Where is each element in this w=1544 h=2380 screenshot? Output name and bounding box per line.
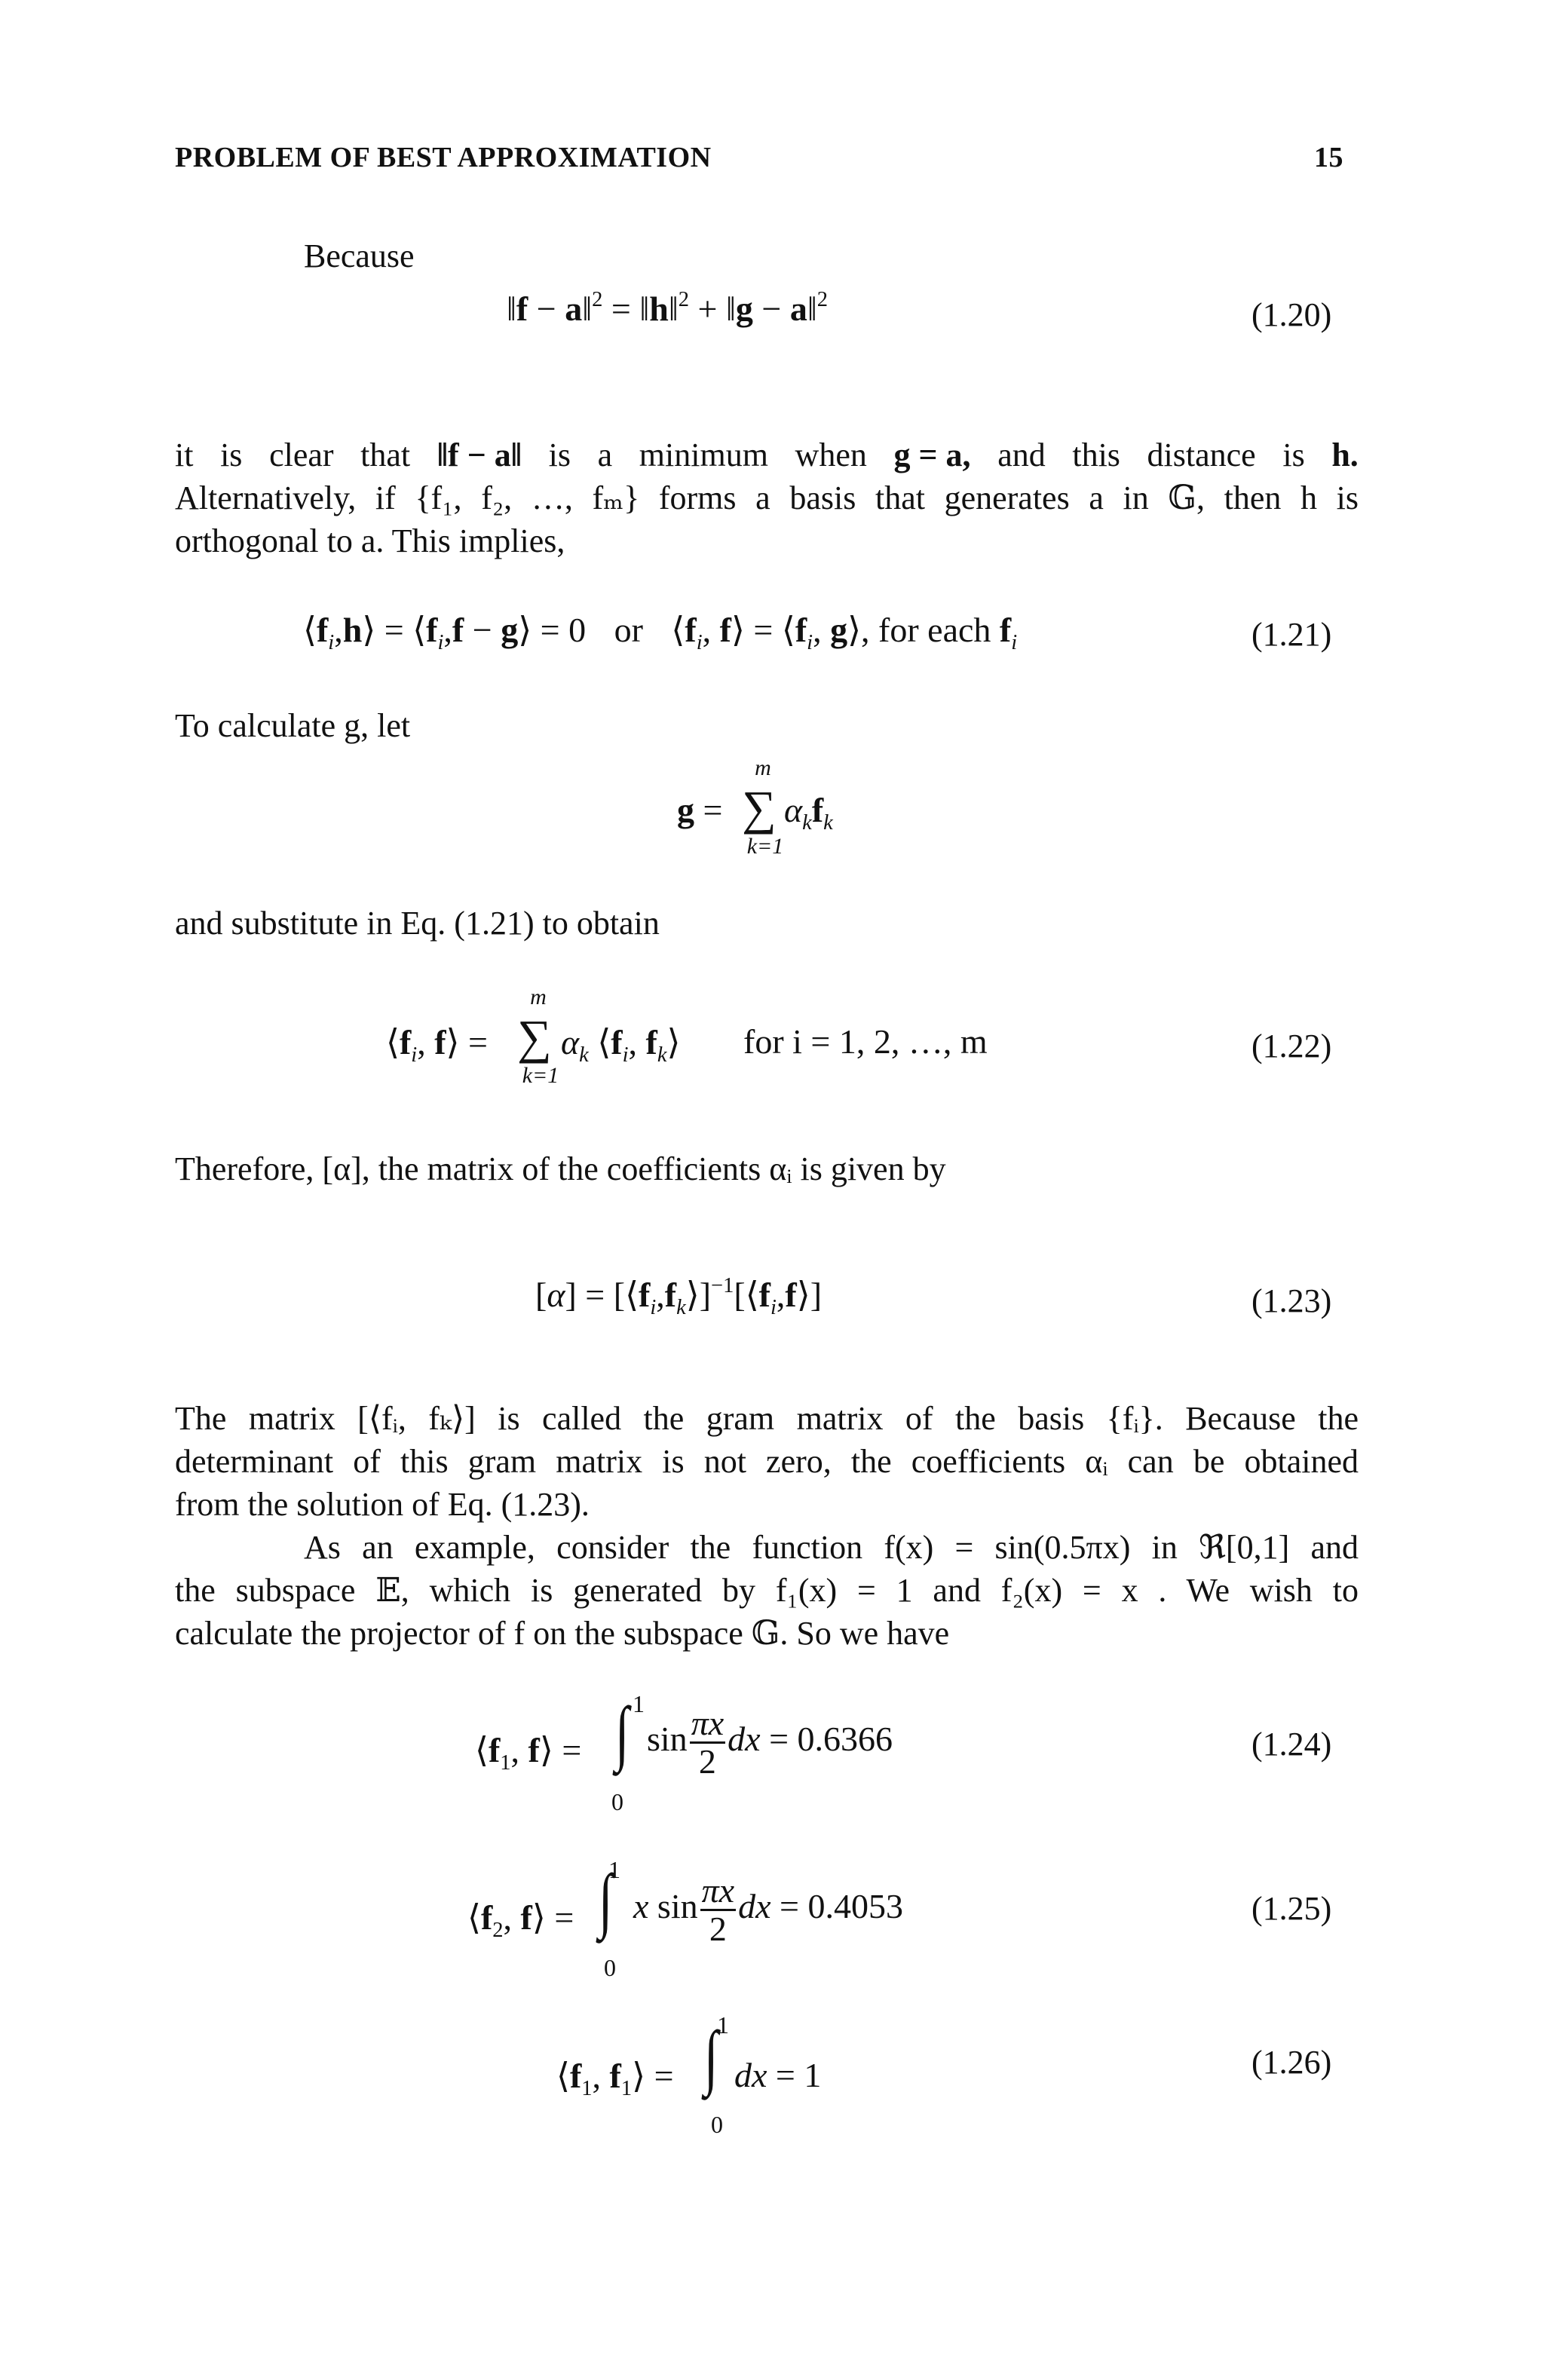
word: is <box>1282 436 1305 473</box>
integral-icon: ∫ <box>614 1692 630 1772</box>
equation-number-1-23: (1.23) <box>1251 1282 1332 1319</box>
equation-1-23: $[\alpha] = [⟨f_i,f_k⟩]^{-1}[⟨f_i,f⟩]$ <box>535 1274 823 1319</box>
paragraph-line-2: Alternatively, if {f₁, f₂, …, fₘ} forms a basis that generates a in 𝔾, then h is <box>175 479 1359 516</box>
word: clear <box>269 436 334 473</box>
integral-result: 1 <box>804 2056 822 2094</box>
equation-number-1-25: (1.25) <box>1251 1890 1332 1927</box>
word: that <box>360 436 411 473</box>
integral-icon: ∫ <box>703 2016 718 2097</box>
word: h. <box>1331 436 1359 473</box>
paragraph-therefore: Therefore, [α], the matrix of the coefficients αᵢ is given by <box>175 1150 946 1187</box>
word: it <box>175 436 194 473</box>
paragraph-gram-line-3: from the solution of Eq. (1.23). <box>175 1486 590 1523</box>
page-number: 15 <box>1314 142 1343 173</box>
equation-1-26-lhs: $⟨f_1$, $f_1⟩$ = <box>556 2057 674 2100</box>
equation-1-20: ‖f − a‖$^2$ = ‖h‖$^2$ + ‖g − a‖$^2$ <box>507 288 829 328</box>
integral-upper-limit: 1 <box>717 2011 729 2038</box>
summation-upper-limit: m <box>530 985 547 1009</box>
paragraph-line-1 <box>175 433 1359 476</box>
paragraph-example-line-1: As an example, consider the function f(x) = sin(0.5πx) in ℜ[0,1] and <box>304 1529 1359 1566</box>
paragraph-because: Because <box>304 237 415 274</box>
word: distance <box>1147 436 1256 473</box>
equation-1-22-lhs: $⟨f_i$, f⟩ = <box>386 1023 488 1067</box>
equation-1-22-condition: for i = 1, 2, …, m <box>743 1022 988 1061</box>
equation-1-24-lhs: $⟨f_1$, f⟩ = <box>475 1731 582 1775</box>
integral-result: 0.4053 <box>807 1887 903 1926</box>
equation-number-1-20: (1.20) <box>1251 296 1332 333</box>
equation-number-1-26: (1.26) <box>1251 2044 1332 2081</box>
summation-upper-limit: m <box>755 755 771 780</box>
equation-1-21: $⟨f_i,h⟩$ = $⟨f_i,f$ − g⟩ = 0 or $⟨f_i$, f⟩ = $⟨f_i$, g⟩, for each $f_i$ <box>303 611 1018 654</box>
integral-upper-limit: 1 <box>608 1856 620 1883</box>
summation-lower-limit: k=1 <box>746 834 784 859</box>
equation-1-26-integrand: dx = 1 <box>734 2056 822 2094</box>
paragraph-gram-line-1: The matrix [⟨fᵢ, fₖ⟩] is called the gram matrix of the basis {fᵢ}. Because the <box>175 1400 1359 1437</box>
word: minimum <box>639 436 768 473</box>
word: and <box>997 436 1046 473</box>
equality-expression: g = a, <box>893 436 971 473</box>
equation-g-sum: g = <box>677 791 723 829</box>
word: when <box>795 436 867 473</box>
equation-1-25-integrand: x sin $\frac{\pi x}{2}$ dx = 0.4053 <box>633 1871 903 1948</box>
equation-number-1-22: (1.22) <box>1251 1028 1332 1064</box>
integral-lower-limit: 0 <box>611 1788 623 1815</box>
paragraph-line-3: orthogonal to a. This implies, <box>175 522 565 559</box>
connector-or: or <box>614 611 643 649</box>
equation-1-22-rhs: $\alpha_k$ $⟨f_i$, $f_k⟩$ <box>561 1023 681 1067</box>
word: is <box>548 436 571 473</box>
summation-icon: ∑ <box>742 781 777 835</box>
integral-lower-limit: 0 <box>711 2111 723 2138</box>
norm-expression: ‖f − a‖ <box>437 436 522 473</box>
paragraph-gram-line-2: determinant of this gram matrix is not zero, the coefficients αᵢ can be obtained <box>175 1443 1359 1480</box>
paragraph-substitute: and substitute in Eq. (1.21) to obtain <box>175 905 660 942</box>
integral-result: 0.6366 <box>797 1720 893 1759</box>
integral-icon: ∫ <box>598 1859 613 1940</box>
paragraph-to-calculate: To calculate g, let <box>175 707 411 744</box>
condition-text: , for each <box>861 611 991 649</box>
word: a <box>597 436 613 473</box>
word: this <box>1072 436 1120 473</box>
running-header: PROBLEM OF BEST APPROXIMATION <box>175 142 712 173</box>
equation-number-1-24: (1.24) <box>1251 1726 1332 1763</box>
paragraph-example-line-3: calculate the projector of f on the subspace 𝔾. So we have <box>175 1615 950 1652</box>
word: is <box>220 436 243 473</box>
integral-lower-limit: 0 <box>604 1954 616 1981</box>
equation-1-25-lhs: $⟨f_2$, f⟩ = <box>467 1898 574 1942</box>
integral-upper-limit: 1 <box>633 1690 645 1717</box>
summation-term: $\alpha_kf_k$ <box>784 791 833 835</box>
summation-lower-limit: k=1 <box>522 1063 559 1088</box>
equation-number-1-21: (1.21) <box>1251 616 1332 653</box>
summation-icon: ∑ <box>517 1010 552 1064</box>
paragraph-example-line-2: the subspace 𝔼, which is generated by f₁(x) = 1 and f₂(x) = x . We wish to <box>175 1572 1359 1609</box>
equation-1-24-integrand: sin $\frac{\pi x}{2}$ dx = 0.6366 <box>647 1704 893 1781</box>
